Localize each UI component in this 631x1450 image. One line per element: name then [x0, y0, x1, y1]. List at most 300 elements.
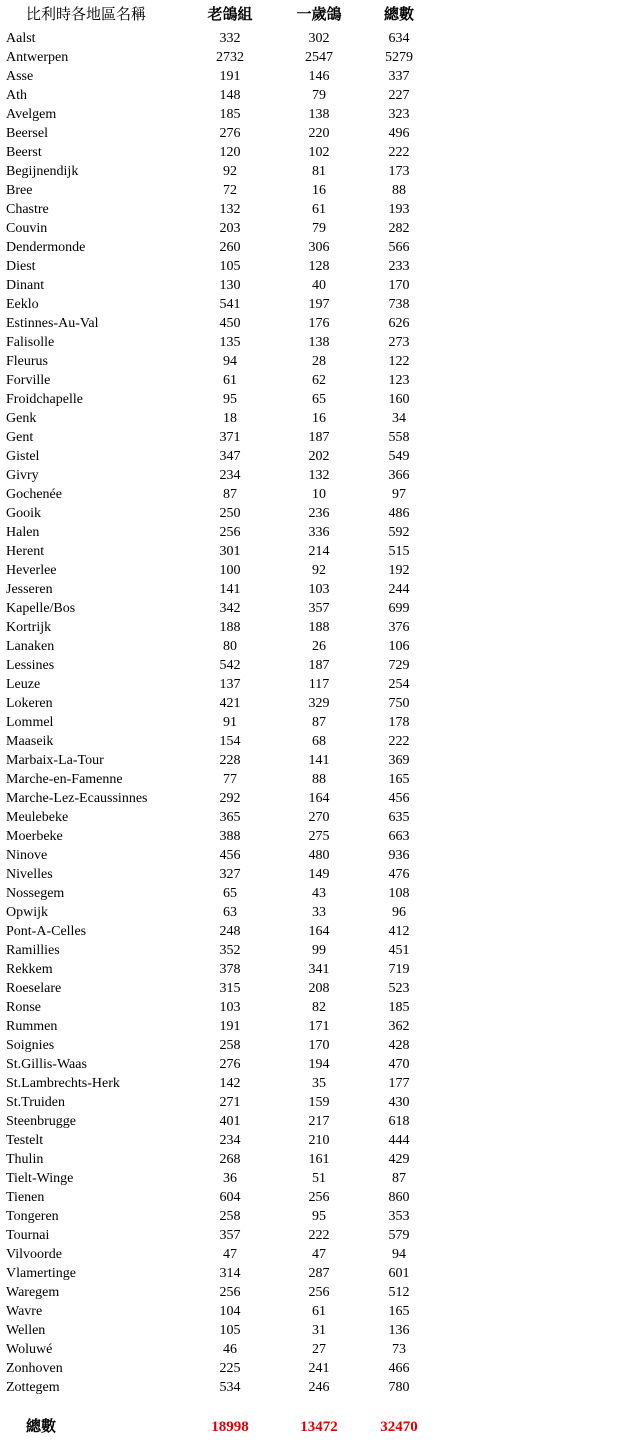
table-row — [0, 675, 631, 694]
old-birds-header: 老鴿組 — [207, 7, 253, 23]
old-birds-count: 47 — [223, 1247, 237, 1262]
table-row — [0, 276, 631, 295]
total-count: 94 — [392, 1247, 406, 1262]
table-row — [0, 333, 631, 352]
old-birds-count: 276 — [219, 126, 241, 141]
old-birds-count: 258 — [219, 1038, 241, 1053]
table-row — [0, 998, 631, 1017]
region-name: Tienen — [6, 1190, 45, 1205]
yearlings-count: 222 — [308, 1228, 330, 1243]
old-birds-count: 87 — [223, 487, 237, 502]
table-row — [0, 200, 631, 219]
old-birds-count: 188 — [219, 620, 241, 635]
region-name: Genk — [6, 411, 37, 426]
table-row — [0, 314, 631, 333]
total-count: 87 — [392, 1171, 406, 1186]
total-count: 106 — [388, 639, 410, 654]
table-row — [0, 1093, 631, 1112]
table-row — [0, 808, 631, 827]
yearlings-count: 40 — [312, 278, 326, 293]
yearlings-count: 208 — [308, 981, 330, 996]
table-row — [0, 124, 631, 143]
old-birds-count: 80 — [223, 639, 237, 654]
table-row — [0, 48, 631, 67]
old-birds-count: 65 — [223, 886, 237, 901]
old-birds-count: 142 — [219, 1076, 241, 1091]
total-count: 860 — [388, 1190, 410, 1205]
yearlings-count: 256 — [308, 1285, 330, 1300]
totals-label: 總數 — [26, 1419, 57, 1435]
old-birds-count: 276 — [219, 1057, 241, 1072]
yearlings-count: 164 — [308, 791, 330, 806]
region-name: Nossegem — [6, 886, 65, 901]
total-count: 165 — [388, 1304, 410, 1319]
table-row — [0, 1340, 631, 1359]
table-row — [0, 466, 631, 485]
total-count: 601 — [388, 1266, 410, 1281]
region-name: Tongeren — [6, 1209, 59, 1224]
table-row — [0, 1226, 631, 1245]
total-count: 96 — [392, 905, 406, 920]
table-row — [0, 447, 631, 466]
region-name: Woluwé — [6, 1342, 53, 1357]
region-name: Ath — [6, 88, 27, 103]
table-row — [0, 1359, 631, 1378]
yearlings-count: 87 — [312, 715, 326, 730]
old-birds-count: 542 — [219, 658, 241, 673]
old-birds-count: 191 — [219, 1019, 241, 1034]
yearlings-count: 81 — [312, 164, 326, 179]
region-name: Lommel — [6, 715, 54, 730]
region-name: Pont-A-Celles — [6, 924, 87, 939]
old-birds-count: 100 — [219, 563, 241, 578]
total-count: 353 — [388, 1209, 410, 1224]
table-row — [0, 542, 631, 561]
total-count: 178 — [388, 715, 410, 730]
region-name: Couvin — [6, 221, 48, 236]
table-row — [0, 504, 631, 523]
region-name: Forville — [6, 373, 51, 388]
yearlings-count: 287 — [308, 1266, 330, 1281]
total-count: 136 — [388, 1323, 410, 1338]
region-name: Antwerpen — [6, 50, 69, 65]
table-row — [0, 1207, 631, 1226]
total-count: 273 — [388, 335, 410, 350]
table-row — [0, 1321, 631, 1340]
old-birds-count: 137 — [219, 677, 241, 692]
total-count: 192 — [388, 563, 410, 578]
total-count: 173 — [388, 164, 410, 179]
yearlings-count: 141 — [308, 753, 330, 768]
yearlings-count: 16 — [312, 183, 326, 198]
old-birds-count: 228 — [219, 753, 241, 768]
table-row — [0, 865, 631, 884]
table-row — [0, 694, 631, 713]
yearlings-count: 341 — [308, 962, 330, 977]
total-count: 222 — [388, 145, 410, 160]
yearlings-count: 159 — [308, 1095, 330, 1110]
table-row — [0, 618, 631, 637]
old-birds-count: 63 — [223, 905, 237, 920]
total-count: 566 — [388, 240, 410, 255]
total-count: 428 — [388, 1038, 410, 1053]
total-count: 523 — [388, 981, 410, 996]
region-name: St.Gillis-Waas — [6, 1057, 87, 1072]
old-birds-count: 250 — [219, 506, 241, 521]
region-table-body — [0, 29, 631, 1397]
old-birds-count: 271 — [219, 1095, 241, 1110]
old-birds-count: 191 — [219, 69, 241, 84]
total-count: 780 — [388, 1380, 410, 1395]
table-row — [0, 409, 631, 428]
yearlings-count: 161 — [308, 1152, 330, 1167]
total-count: 193 — [388, 202, 410, 217]
region-name: Gent — [6, 430, 34, 445]
table-row — [0, 1283, 631, 1302]
table-row — [0, 637, 631, 656]
table-row — [0, 485, 631, 504]
old-birds-count: 268 — [219, 1152, 241, 1167]
table-row — [0, 1378, 631, 1397]
yearlings-count: 336 — [308, 525, 330, 540]
region-name: Eeklo — [6, 297, 39, 312]
old-birds-count: 46 — [223, 1342, 237, 1357]
region-name: Begijnendijk — [6, 164, 79, 179]
total-count: 549 — [388, 449, 410, 464]
yearlings-count: 275 — [308, 829, 330, 844]
yearlings-count: 79 — [312, 221, 326, 236]
yearlings-count: 357 — [308, 601, 330, 616]
old-birds-count: 105 — [219, 259, 241, 274]
region-name: Gistel — [6, 449, 40, 464]
old-birds-count: 61 — [223, 373, 237, 388]
region-name: Testelt — [6, 1133, 44, 1148]
table-row — [0, 371, 631, 390]
old-birds-count: 256 — [219, 1285, 241, 1300]
table-row — [0, 1264, 631, 1283]
yearlings-count: 194 — [308, 1057, 330, 1072]
region-name: St.Truiden — [6, 1095, 66, 1110]
yearlings-count: 149 — [308, 867, 330, 882]
table-row — [0, 922, 631, 941]
table-row — [0, 67, 631, 86]
total-count: 626 — [388, 316, 410, 331]
table-row — [0, 352, 631, 371]
region-name: Vilvoorde — [6, 1247, 62, 1262]
old-birds-count: 95 — [223, 392, 237, 407]
old-birds-count: 77 — [223, 772, 237, 787]
yearlings-count: 270 — [308, 810, 330, 825]
total-count: 635 — [388, 810, 410, 825]
region-name: Herent — [6, 544, 45, 559]
region-name: Avelgem — [6, 107, 57, 122]
yearlings-count: 35 — [312, 1076, 326, 1091]
old-birds-count: 120 — [219, 145, 241, 160]
total-count: 634 — [388, 31, 410, 46]
old-birds-count: 94 — [223, 354, 237, 369]
region-name: Gooik — [6, 506, 41, 521]
yearlings-count: 47 — [312, 1247, 326, 1262]
region-name: Steenbrugge — [6, 1114, 76, 1129]
region-name: Tielt-Winge — [6, 1171, 74, 1186]
table-row — [0, 428, 631, 447]
old-birds-count: 92 — [223, 164, 237, 179]
table-row — [0, 884, 631, 903]
table-row — [0, 580, 631, 599]
yearlings-count: 65 — [312, 392, 326, 407]
old-birds-count: 292 — [219, 791, 241, 806]
total-count: 123 — [388, 373, 410, 388]
table-row — [0, 1131, 631, 1150]
yearlings-count: 33 — [312, 905, 326, 920]
yearlings-count: 197 — [308, 297, 330, 312]
yearlings-count: 220 — [308, 126, 330, 141]
yearlings-count: 26 — [312, 639, 326, 654]
total-count: 227 — [388, 88, 410, 103]
old-birds-count: 456 — [219, 848, 241, 863]
yearlings-count: 128 — [308, 259, 330, 274]
region-name: Falisolle — [6, 335, 55, 350]
total-count: 254 — [388, 677, 410, 692]
old-birds-count: 248 — [219, 924, 241, 939]
region-name: Aalst — [6, 31, 36, 46]
region-name: Givry — [6, 468, 39, 483]
yearlings-count: 82 — [312, 1000, 326, 1015]
total-count: 430 — [388, 1095, 410, 1110]
table-row — [0, 1169, 631, 1188]
yearlings-count: 68 — [312, 734, 326, 749]
old-birds-count: 148 — [219, 88, 241, 103]
yearlings-count: 164 — [308, 924, 330, 939]
region-name: Dendermonde — [6, 240, 86, 255]
old-birds-count: 256 — [219, 525, 241, 540]
yearlings-count: 329 — [308, 696, 330, 711]
region-name: Marche-en-Famenne — [6, 772, 123, 787]
table-row — [0, 523, 631, 542]
table-row — [0, 1245, 631, 1264]
table-row — [0, 903, 631, 922]
old-birds-count: 104 — [219, 1304, 241, 1319]
region-name: Marbaix-La-Tour — [6, 753, 104, 768]
old-birds-count: 352 — [219, 943, 241, 958]
total-count: 579 — [388, 1228, 410, 1243]
old-birds-count: 301 — [219, 544, 241, 559]
total-count: 160 — [388, 392, 410, 407]
region-name: Soignies — [6, 1038, 55, 1053]
table-row — [0, 1017, 631, 1036]
table-row — [0, 219, 631, 238]
yearlings-count: 170 — [308, 1038, 330, 1053]
total-count: 558 — [388, 430, 410, 445]
yearlings-count: 95 — [312, 1209, 326, 1224]
total-count: 244 — [388, 582, 410, 597]
old-birds-count: 234 — [219, 1133, 241, 1148]
old-birds-count: 314 — [219, 1266, 241, 1281]
total-yearlings: 13472 — [300, 1419, 338, 1435]
old-birds-count: 185 — [219, 107, 241, 122]
old-birds-count: 365 — [219, 810, 241, 825]
table-row — [0, 143, 631, 162]
table-row — [0, 713, 631, 732]
total-count: 429 — [388, 1152, 410, 1167]
old-birds-count: 36 — [223, 1171, 237, 1186]
total-count: 699 — [388, 601, 410, 616]
region-name: Kortrijk — [6, 620, 52, 635]
region-name: Lanaken — [6, 639, 55, 654]
region-name: Moerbeke — [6, 829, 63, 844]
total-count: 97 — [392, 487, 406, 502]
region-name: Kapelle/Bos — [6, 601, 76, 616]
table-row — [0, 770, 631, 789]
region-name: Chastre — [6, 202, 49, 217]
region-name: Rekkem — [6, 962, 53, 977]
table-row — [0, 295, 631, 314]
yearlings-count: 43 — [312, 886, 326, 901]
region-name: Nivelles — [6, 867, 53, 882]
yearlings-count: 61 — [312, 202, 326, 217]
old-birds-count: 401 — [219, 1114, 241, 1129]
region-name: Bree — [6, 183, 33, 198]
total-count: 750 — [388, 696, 410, 711]
table-row — [0, 941, 631, 960]
yearlings-count: 236 — [308, 506, 330, 521]
yearlings-count: 146 — [308, 69, 330, 84]
yearlings-count: 132 — [308, 468, 330, 483]
total-count: 738 — [388, 297, 410, 312]
yearlings-count: 214 — [308, 544, 330, 559]
total-count: 618 — [388, 1114, 410, 1129]
yearlings-count: 103 — [308, 582, 330, 597]
old-birds-count: 347 — [219, 449, 241, 464]
total-count: 337 — [388, 69, 410, 84]
table-row — [0, 29, 631, 48]
yearlings-count: 31 — [312, 1323, 326, 1338]
table-row — [0, 1074, 631, 1093]
old-birds-count: 541 — [219, 297, 241, 312]
table-row — [0, 1055, 631, 1074]
region-name: Leuze — [6, 677, 41, 692]
total-old-birds: 18998 — [211, 1419, 249, 1435]
yearlings-count: 27 — [312, 1342, 326, 1357]
old-birds-count: 371 — [219, 430, 241, 445]
region-name: Wavre — [6, 1304, 43, 1319]
region-name: Ninove — [6, 848, 48, 863]
region-name: Heverlee — [6, 563, 57, 578]
yearlings-count: 102 — [308, 145, 330, 160]
old-birds-count: 105 — [219, 1323, 241, 1338]
old-birds-count: 315 — [219, 981, 241, 996]
yearlings-count: 99 — [312, 943, 326, 958]
old-birds-count: 534 — [219, 1380, 241, 1395]
table-row — [0, 181, 631, 200]
yearlings-count: 187 — [308, 658, 330, 673]
yearlings-count: 210 — [308, 1133, 330, 1148]
total-count: 165 — [388, 772, 410, 787]
region-name: Gochenée — [6, 487, 62, 502]
old-birds-count: 342 — [219, 601, 241, 616]
yearlings-header: 一歲鴿 — [296, 7, 342, 23]
total-count: 366 — [388, 468, 410, 483]
total-count: 376 — [388, 620, 410, 635]
table-row — [0, 561, 631, 580]
total-header: 總數 — [383, 7, 414, 23]
yearlings-count: 16 — [312, 411, 326, 426]
total-count: 122 — [388, 354, 410, 369]
total-count: 222 — [388, 734, 410, 749]
region-name: Lokeren — [6, 696, 53, 711]
total-count: 729 — [388, 658, 410, 673]
total-count: 369 — [388, 753, 410, 768]
old-birds-count: 357 — [219, 1228, 241, 1243]
region-name: Lessines — [6, 658, 55, 673]
table-row — [0, 257, 631, 276]
yearlings-count: 187 — [308, 430, 330, 445]
old-birds-count: 203 — [219, 221, 241, 236]
table-row — [0, 238, 631, 257]
region-name: Halen — [6, 525, 40, 540]
total-count: 5279 — [385, 50, 413, 65]
region-name: Asse — [6, 69, 34, 84]
region-name: Fleurus — [6, 354, 48, 369]
yearlings-count: 202 — [308, 449, 330, 464]
old-birds-count: 135 — [219, 335, 241, 350]
table-row — [0, 1302, 631, 1321]
old-birds-count: 18 — [223, 411, 237, 426]
old-birds-count: 234 — [219, 468, 241, 483]
region-name: Rummen — [6, 1019, 58, 1034]
table-row — [0, 846, 631, 865]
total-count: 282 — [388, 221, 410, 236]
total-count: 323 — [388, 107, 410, 122]
region-name: Zonhoven — [6, 1361, 63, 1376]
total-count: 73 — [392, 1342, 406, 1357]
yearlings-count: 306 — [308, 240, 330, 255]
table-row — [0, 599, 631, 618]
old-birds-count: 154 — [219, 734, 241, 749]
table-row — [0, 1150, 631, 1169]
region-name: St.Lambrechts-Herk — [6, 1076, 120, 1091]
region-name: Beersel — [6, 126, 48, 141]
yearlings-count: 246 — [308, 1380, 330, 1395]
old-birds-count: 378 — [219, 962, 241, 977]
table-row — [0, 789, 631, 808]
total-count: 170 — [388, 278, 410, 293]
table-row — [0, 162, 631, 181]
region-name: Jesseren — [6, 582, 53, 597]
old-birds-count: 258 — [219, 1209, 241, 1224]
yearlings-count: 117 — [308, 677, 330, 692]
table-row — [0, 827, 631, 846]
region-name: Estinnes-Au-Val — [6, 316, 99, 331]
old-birds-count: 130 — [219, 278, 241, 293]
yearlings-count: 79 — [312, 88, 326, 103]
total-count: 466 — [388, 1361, 410, 1376]
yearlings-count: 302 — [308, 31, 330, 46]
yearlings-count: 256 — [308, 1190, 330, 1205]
table-row — [0, 751, 631, 770]
old-birds-count: 332 — [219, 31, 241, 46]
old-birds-count: 450 — [219, 316, 241, 331]
total-count: 362 — [388, 1019, 410, 1034]
region-name: Marche-Lez-Ecaussinnes — [6, 791, 148, 806]
total-count: 233 — [388, 259, 410, 274]
total-count: 108 — [388, 886, 410, 901]
region-name: Ronse — [6, 1000, 41, 1015]
table-row — [0, 86, 631, 105]
total-all: 32470 — [380, 1419, 418, 1435]
old-birds-count: 141 — [219, 582, 241, 597]
old-birds-count: 103 — [219, 1000, 241, 1015]
